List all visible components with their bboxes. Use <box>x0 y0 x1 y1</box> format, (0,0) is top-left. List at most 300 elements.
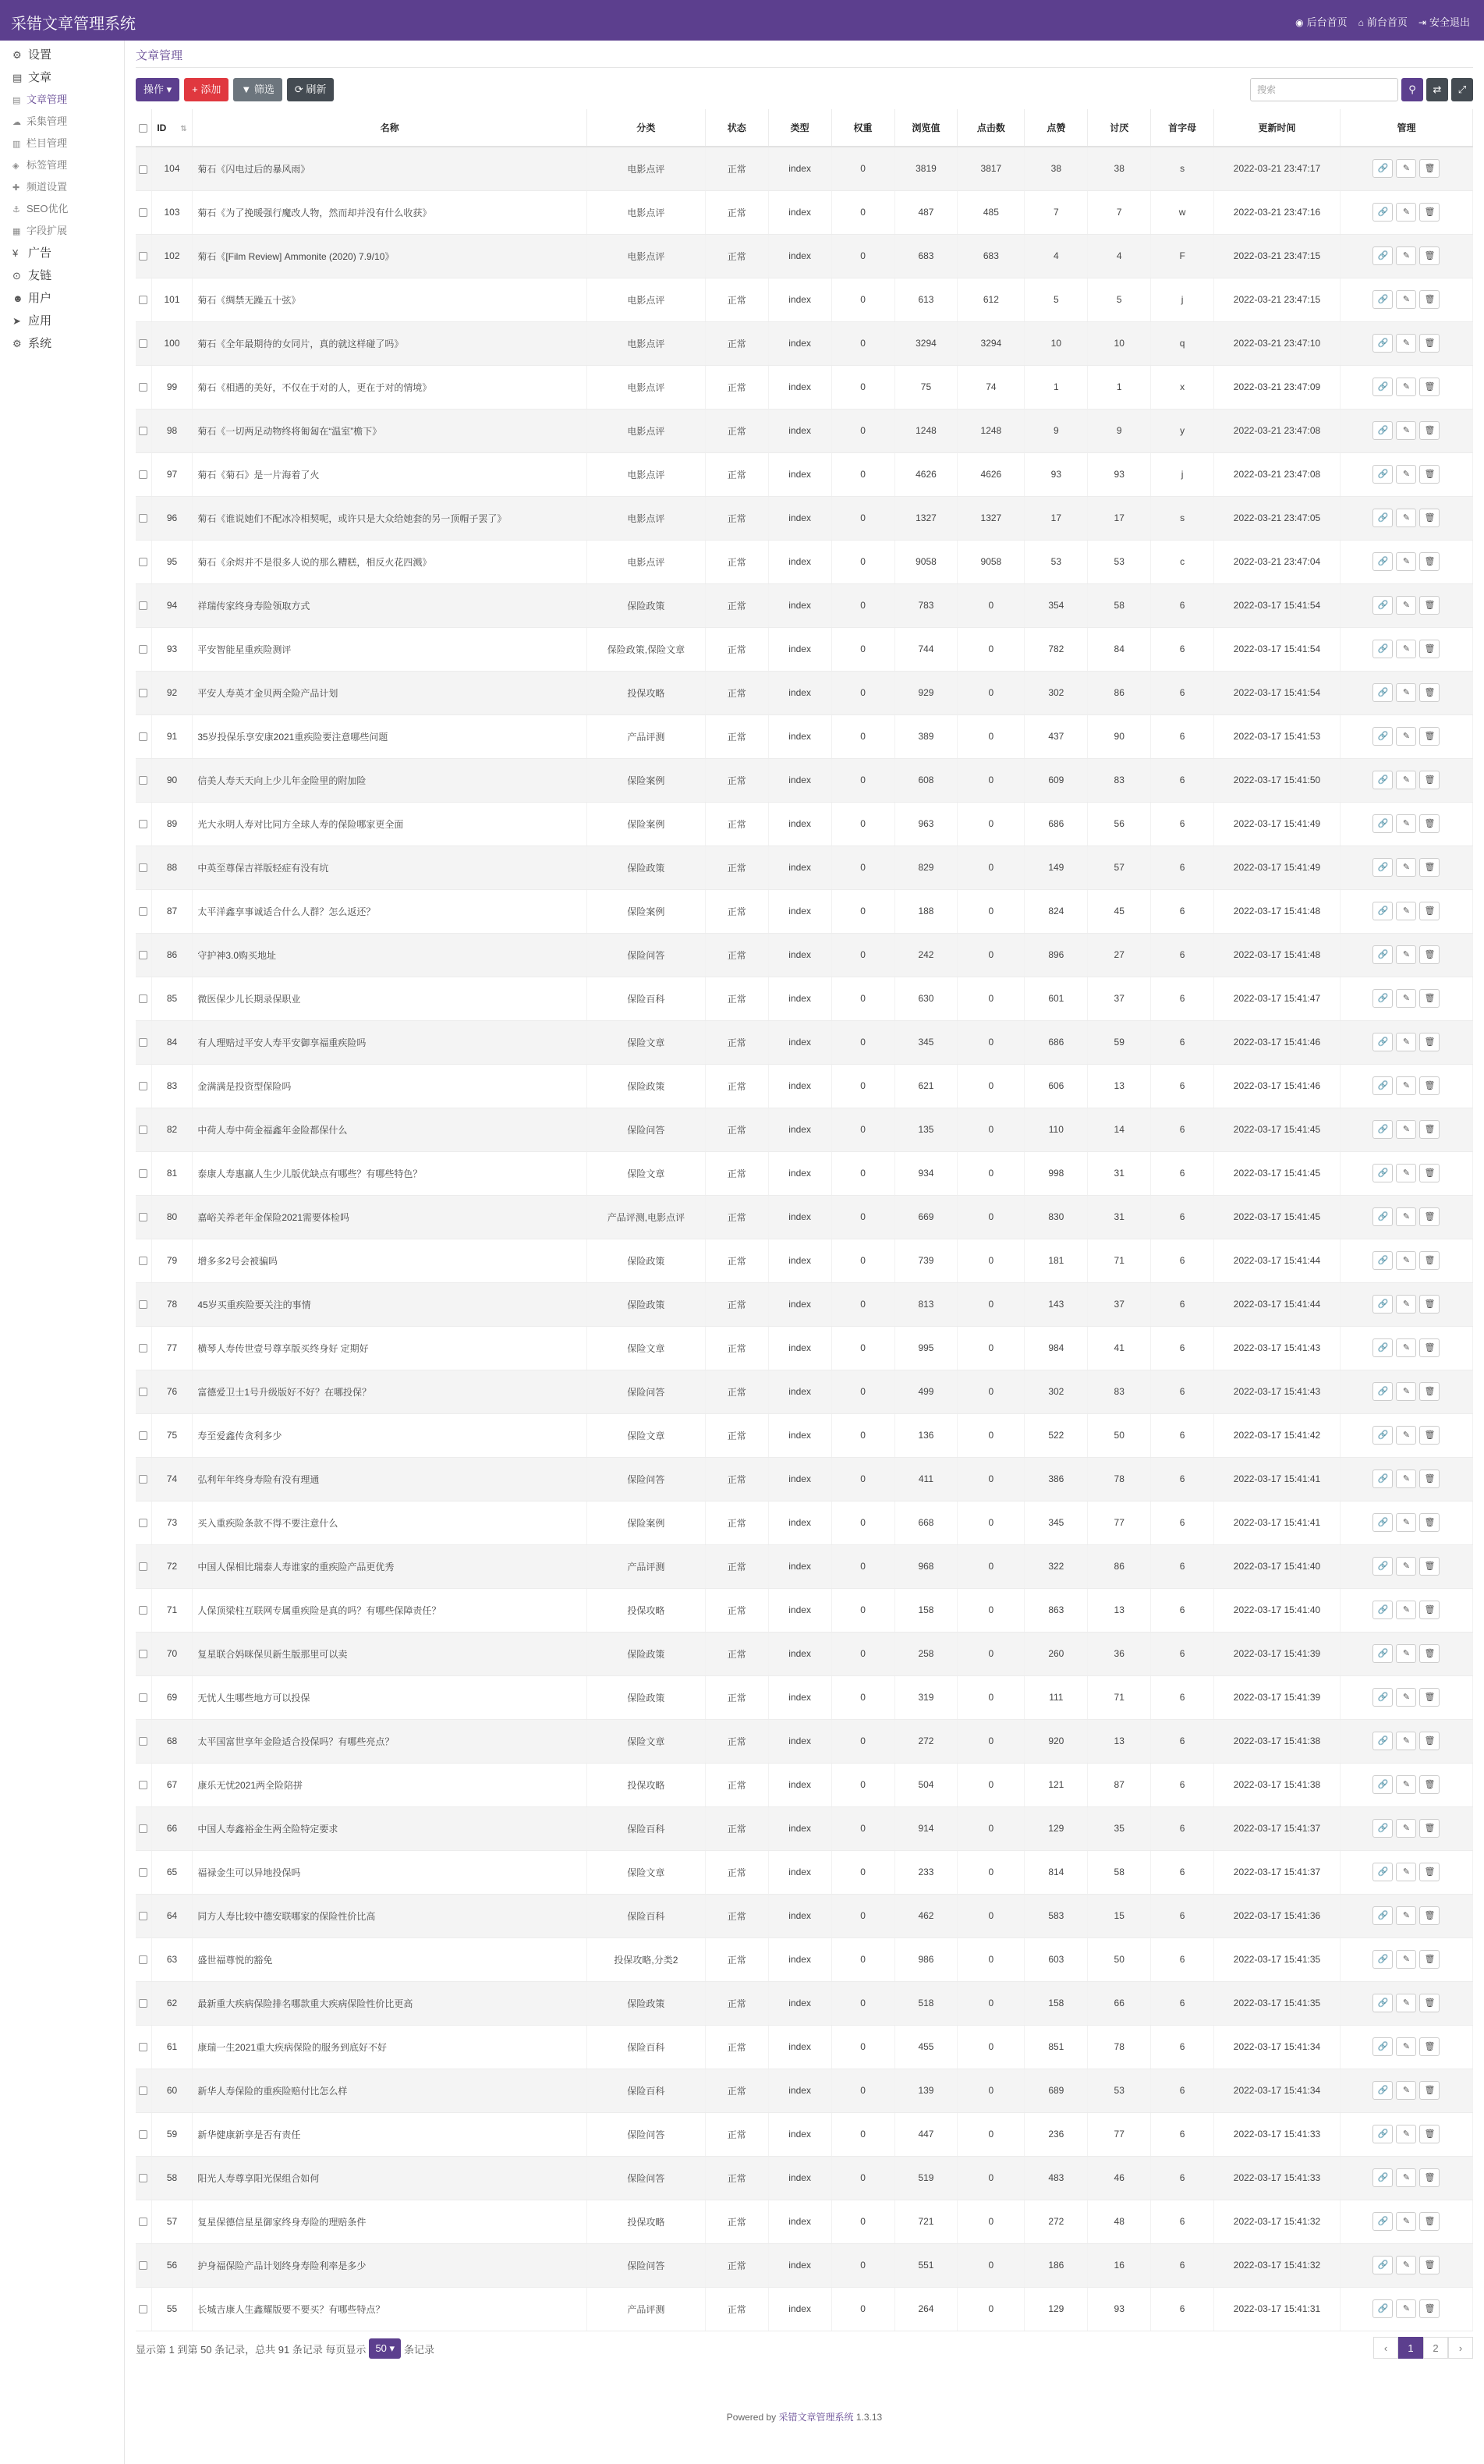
column-header-6[interactable] <box>831 109 894 147</box>
name-cell[interactable]: 寿至爱鑫传贪利多少 <box>193 1413 587 1457</box>
row-checkbox[interactable] <box>139 1781 147 1789</box>
delete-icon[interactable]: 🗑 <box>1419 1382 1440 1401</box>
edit-icon[interactable]: ✎ <box>1396 159 1416 178</box>
edit-icon[interactable]: ✎ <box>1396 1251 1416 1270</box>
column-header-4[interactable] <box>705 109 768 147</box>
delete-icon[interactable]: 🗑 <box>1419 1470 1440 1488</box>
row-checkbox-cell[interactable] <box>136 1632 151 1675</box>
edit-icon[interactable]: ✎ <box>1396 1382 1416 1401</box>
row-checkbox-cell[interactable] <box>136 1064 151 1108</box>
table-row[interactable] <box>136 2069 1473 2112</box>
row-checkbox-cell[interactable] <box>136 2243 151 2287</box>
row-checkbox-cell[interactable] <box>136 1108 151 1151</box>
delete-icon[interactable]: 🗑 <box>1419 2081 1440 2100</box>
link-icon[interactable]: 🔗 <box>1372 596 1393 615</box>
name-cell[interactable]: 盛世福尊悦的豁免 <box>193 1938 587 1981</box>
table-row[interactable] <box>136 1894 1473 1938</box>
table-row[interactable] <box>136 1938 1473 1981</box>
name-cell[interactable]: 信美人寿天天向上少儿年金险里的附加险 <box>193 758 587 802</box>
table-row[interactable] <box>136 1195 1473 1239</box>
edit-icon[interactable]: ✎ <box>1396 1207 1416 1226</box>
edit-icon[interactable]: ✎ <box>1396 509 1416 527</box>
fullscreen-icon[interactable]: ⤢ <box>1451 78 1473 101</box>
name-cell[interactable]: 康瑞一生2021重大疾病保险的服务到底好不好 <box>193 2025 587 2069</box>
row-checkbox-cell[interactable] <box>136 1501 151 1544</box>
edit-icon[interactable]: ✎ <box>1396 640 1416 658</box>
table-row[interactable] <box>136 2112 1473 2156</box>
delete-icon[interactable]: 🗑 <box>1419 1688 1440 1707</box>
name-cell[interactable]: 菊石《为了挽暖强行魔改人物，然而却并没有什么收获》 <box>193 190 587 234</box>
link-icon[interactable]: 🔗 <box>1372 945 1393 964</box>
delete-icon[interactable]: 🗑 <box>1419 858 1440 877</box>
page-item-0[interactable]: ‹ <box>1373 2337 1398 2359</box>
edit-icon[interactable]: ✎ <box>1396 1295 1416 1314</box>
powered-link[interactable]: 采错文章管理系统 <box>778 2412 854 2423</box>
breadcrumb[interactable]: 文章管理 <box>136 49 183 62</box>
delete-icon[interactable]: 🗑 <box>1419 771 1440 789</box>
delete-icon[interactable]: 🗑 <box>1419 683 1440 702</box>
row-checkbox-cell[interactable] <box>136 452 151 496</box>
table-row[interactable] <box>136 2200 1473 2243</box>
operate-dropdown-button[interactable]: 操作 ▾ <box>136 78 179 101</box>
row-checkbox-cell[interactable] <box>136 1675 151 1719</box>
link-icon[interactable]: 🔗 <box>1372 1863 1393 1881</box>
edit-icon[interactable]: ✎ <box>1396 683 1416 702</box>
table-row[interactable] <box>136 802 1473 846</box>
row-checkbox-cell[interactable] <box>136 758 151 802</box>
sidebar-item-6[interactable] <box>0 176 124 198</box>
name-cell[interactable]: 菊石《相遇的美好，不仅在于对的人，更在于对的情境》 <box>193 365 587 409</box>
table-row[interactable] <box>136 977 1473 1020</box>
edit-icon[interactable]: ✎ <box>1396 1950 1416 1969</box>
link-icon[interactable]: 🔗 <box>1372 159 1393 178</box>
table-row[interactable] <box>136 758 1473 802</box>
delete-icon[interactable]: 🗑 <box>1419 509 1440 527</box>
delete-icon[interactable]: 🗑 <box>1419 814 1440 833</box>
name-cell[interactable]: 光大永明人寿对比同方全球人寿的保险哪家更全面 <box>193 802 587 846</box>
row-checkbox[interactable] <box>139 732 147 741</box>
link-icon[interactable]: 🔗 <box>1372 1033 1393 1051</box>
sidebar-item-7[interactable] <box>0 198 124 220</box>
top-link-2[interactable] <box>1418 14 1470 29</box>
search-input[interactable]: 搜索 <box>1250 78 1398 101</box>
row-checkbox[interactable] <box>139 1999 147 2008</box>
delete-icon[interactable]: 🗑 <box>1419 596 1440 615</box>
row-checkbox-cell[interactable] <box>136 1413 151 1457</box>
table-row[interactable] <box>136 1108 1473 1151</box>
edit-icon[interactable]: ✎ <box>1396 771 1416 789</box>
delete-icon[interactable]: 🗑 <box>1419 1644 1440 1663</box>
edit-icon[interactable]: ✎ <box>1396 465 1416 484</box>
edit-icon[interactable]: ✎ <box>1396 2081 1416 2100</box>
name-cell[interactable]: 无忧人生哪些地方可以投保 <box>193 1675 587 1719</box>
row-checkbox[interactable] <box>139 2043 147 2051</box>
edit-icon[interactable]: ✎ <box>1396 1775 1416 1794</box>
edit-icon[interactable]: ✎ <box>1396 1601 1416 1619</box>
name-cell[interactable]: 增多多2号会被骗吗 <box>193 1239 587 1282</box>
link-icon[interactable]: 🔗 <box>1372 2256 1393 2274</box>
row-checkbox[interactable] <box>139 1868 147 1877</box>
table-row[interactable] <box>136 671 1473 714</box>
row-checkbox[interactable] <box>139 558 147 566</box>
delete-icon[interactable]: 🗑 <box>1419 989 1440 1008</box>
link-icon[interactable]: 🔗 <box>1372 1513 1393 1532</box>
row-checkbox-cell[interactable] <box>136 1981 151 2025</box>
row-checkbox-cell[interactable] <box>136 1282 151 1326</box>
sidebar-item-3[interactable] <box>0 111 124 133</box>
link-icon[interactable]: 🔗 <box>1372 1732 1393 1750</box>
link-icon[interactable]: 🔗 <box>1372 814 1393 833</box>
row-checkbox-cell[interactable] <box>136 846 151 889</box>
link-icon[interactable]: 🔗 <box>1372 640 1393 658</box>
edit-icon[interactable]: ✎ <box>1396 1164 1416 1182</box>
name-cell[interactable]: 弘利年年终身寿险有没有理通 <box>193 1457 587 1501</box>
name-cell[interactable]: 金满满是投资型保险吗 <box>193 1064 587 1108</box>
row-checkbox-cell[interactable] <box>136 1719 151 1763</box>
link-icon[interactable]: 🔗 <box>1372 509 1393 527</box>
delete-icon[interactable]: 🗑 <box>1419 945 1440 964</box>
name-cell[interactable]: 泰康人寿惠赢人生少儿版优缺点有哪些？有哪些特色？ <box>193 1151 587 1195</box>
link-icon[interactable]: 🔗 <box>1372 290 1393 309</box>
table-row[interactable] <box>136 2156 1473 2200</box>
column-header-9[interactable] <box>1025 109 1088 147</box>
row-checkbox[interactable] <box>139 907 147 916</box>
name-cell[interactable]: 中国人保相比瑞泰人寿谁家的重疾险产品更优秀 <box>193 1544 587 1588</box>
row-checkbox-cell[interactable] <box>136 190 151 234</box>
row-checkbox[interactable] <box>139 1431 147 1440</box>
row-checkbox[interactable] <box>139 2218 147 2226</box>
delete-icon[interactable]: 🗑 <box>1419 1819 1440 1838</box>
row-checkbox-cell[interactable] <box>136 2287 151 2331</box>
delete-icon[interactable]: 🗑 <box>1419 1076 1440 1095</box>
name-cell[interactable]: 最新重大疾病保险排名哪款重大疾病保险性价比更高 <box>193 1981 587 2025</box>
column-header-1[interactable] <box>151 109 193 147</box>
edit-icon[interactable]: ✎ <box>1396 2256 1416 2274</box>
row-checkbox-cell[interactable] <box>136 2025 151 2069</box>
row-checkbox-cell[interactable] <box>136 1326 151 1370</box>
link-icon[interactable]: 🔗 <box>1372 1076 1393 1095</box>
row-checkbox[interactable] <box>139 2130 147 2139</box>
link-icon[interactable]: 🔗 <box>1372 683 1393 702</box>
edit-icon[interactable]: ✎ <box>1396 246 1416 265</box>
page-item-1[interactable]: 1 <box>1398 2337 1423 2359</box>
link-icon[interactable]: 🔗 <box>1372 1382 1393 1401</box>
row-checkbox[interactable] <box>139 470 147 479</box>
row-checkbox-cell[interactable] <box>136 1020 151 1064</box>
edit-icon[interactable]: ✎ <box>1396 1338 1416 1357</box>
row-checkbox[interactable] <box>139 689 147 697</box>
table-row[interactable] <box>136 1806 1473 1850</box>
name-cell[interactable]: 买入重疾险条款不得不要注意什么 <box>193 1501 587 1544</box>
row-checkbox[interactable] <box>139 1213 147 1221</box>
delete-icon[interactable]: 🗑 <box>1419 1120 1440 1139</box>
table-row[interactable] <box>136 1020 1473 1064</box>
link-icon[interactable]: 🔗 <box>1372 1644 1393 1663</box>
delete-icon[interactable]: 🗑 <box>1419 1207 1440 1226</box>
name-cell[interactable]: 有人理赔过平安人寿平安御享福重疾险吗 <box>193 1020 587 1064</box>
name-cell[interactable]: 菊石《菊石》是一片海着了火 <box>193 452 587 496</box>
row-checkbox[interactable] <box>139 1126 147 1134</box>
row-checkbox[interactable] <box>139 1606 147 1615</box>
row-checkbox-cell[interactable] <box>136 2069 151 2112</box>
delete-icon[interactable]: 🗑 <box>1419 1732 1440 1750</box>
sort-icon[interactable]: ⇅ <box>180 124 187 133</box>
delete-icon[interactable]: 🗑 <box>1419 246 1440 265</box>
row-checkbox-cell[interactable] <box>136 234 151 278</box>
row-checkbox[interactable] <box>139 1912 147 1920</box>
delete-icon[interactable]: 🗑 <box>1419 1426 1440 1445</box>
link-icon[interactable]: 🔗 <box>1372 2168 1393 2187</box>
link-icon[interactable]: 🔗 <box>1372 2212 1393 2231</box>
row-checkbox[interactable] <box>139 1650 147 1658</box>
table-row[interactable] <box>136 234 1473 278</box>
name-cell[interactable]: 菊石《全年最期待的女同片，真的就这样碰了吗》 <box>193 321 587 365</box>
edit-icon[interactable]: ✎ <box>1396 1994 1416 2012</box>
edit-icon[interactable]: ✎ <box>1396 2037 1416 2056</box>
sidebar-item-8[interactable] <box>0 220 124 242</box>
row-checkbox-cell[interactable] <box>136 147 151 190</box>
edit-icon[interactable]: ✎ <box>1396 1863 1416 1881</box>
table-row[interactable] <box>136 147 1473 190</box>
name-cell[interactable]: 菊石《闪电过后的暴风雨》 <box>193 147 587 190</box>
sidebar-item-5[interactable] <box>0 154 124 176</box>
row-checkbox[interactable] <box>139 1824 147 1833</box>
table-row[interactable] <box>136 1370 1473 1413</box>
delete-icon[interactable]: 🗑 <box>1419 2037 1440 2056</box>
name-cell[interactable]: 微医保少儿长期录保职业 <box>193 977 587 1020</box>
name-cell[interactable]: 福禄金生可以异地投保吗 <box>193 1850 587 1894</box>
row-checkbox-cell[interactable] <box>136 409 151 452</box>
row-checkbox-cell[interactable] <box>136 1151 151 1195</box>
edit-icon[interactable]: ✎ <box>1396 1906 1416 1925</box>
column-header-8[interactable] <box>958 109 1025 147</box>
delete-icon[interactable]: 🗑 <box>1419 334 1440 353</box>
row-checkbox-cell[interactable] <box>136 627 151 671</box>
name-cell[interactable]: 平安智能星重疾险测评 <box>193 627 587 671</box>
name-cell[interactable]: 中国人寿鑫裕金生两全险特定要求 <box>193 1806 587 1850</box>
name-cell[interactable]: 长城吉康人生鑫耀版要不要买？有哪些特点？ <box>193 2287 587 2331</box>
table-row[interactable] <box>136 1719 1473 1763</box>
row-checkbox[interactable] <box>139 252 147 261</box>
link-icon[interactable]: 🔗 <box>1372 552 1393 571</box>
row-checkbox-cell[interactable] <box>136 977 151 1020</box>
edit-icon[interactable]: ✎ <box>1396 1819 1416 1838</box>
row-checkbox[interactable] <box>139 1955 147 1964</box>
sidebar-item-10[interactable] <box>0 264 124 287</box>
edit-icon[interactable]: ✎ <box>1396 2212 1416 2231</box>
link-icon[interactable]: 🔗 <box>1372 1557 1393 1576</box>
delete-icon[interactable]: 🗑 <box>1419 378 1440 396</box>
row-checkbox-cell[interactable] <box>136 671 151 714</box>
app-brand[interactable]: 采错文章管理系统 <box>11 16 136 33</box>
table-row[interactable] <box>136 1151 1473 1195</box>
table-row[interactable] <box>136 583 1473 627</box>
row-checkbox[interactable] <box>139 820 147 828</box>
name-cell[interactable]: 护身福保险产品计划终身寿险利率是多少 <box>193 2243 587 2287</box>
row-checkbox-cell[interactable] <box>136 1544 151 1588</box>
row-checkbox-cell[interactable] <box>136 1588 151 1632</box>
row-checkbox-cell[interactable] <box>136 496 151 540</box>
delete-icon[interactable]: 🗑 <box>1419 1863 1440 1881</box>
link-icon[interactable]: 🔗 <box>1372 727 1393 746</box>
table-row[interactable] <box>136 933 1473 977</box>
edit-icon[interactable]: ✎ <box>1396 421 1416 440</box>
row-checkbox[interactable] <box>139 514 147 523</box>
row-checkbox-cell[interactable] <box>136 2200 151 2243</box>
table-row[interactable] <box>136 365 1473 409</box>
edit-icon[interactable]: ✎ <box>1396 989 1416 1008</box>
edit-icon[interactable]: ✎ <box>1396 203 1416 222</box>
link-icon[interactable]: 🔗 <box>1372 1470 1393 1488</box>
name-cell[interactable]: 嘉峪关养老年金保险2021需要体检吗 <box>193 1195 587 1239</box>
table-row[interactable] <box>136 278 1473 321</box>
table-row[interactable] <box>136 1588 1473 1632</box>
top-link-0[interactable] <box>1295 14 1348 29</box>
delete-icon[interactable]: 🗑 <box>1419 1513 1440 1532</box>
link-icon[interactable]: 🔗 <box>1372 1338 1393 1357</box>
column-header-13[interactable] <box>1340 109 1472 147</box>
delete-icon[interactable]: 🗑 <box>1419 2299 1440 2318</box>
sidebar-item-13[interactable] <box>0 332 124 355</box>
sidebar-item-11[interactable] <box>0 287 124 310</box>
name-cell[interactable]: 菊石《[Film Review] Ammonite (2020) 7.9/10》 <box>193 234 587 278</box>
delete-icon[interactable]: 🗑 <box>1419 1775 1440 1794</box>
name-cell[interactable]: 菊石《余烬并不是很多人说的那么糟糕，相反火花四溅》 <box>193 540 587 583</box>
page-size-select[interactable]: 50 ▾ <box>369 2338 401 2359</box>
name-cell[interactable]: 太平洋鑫享事诚适合什么人群？怎么返还？ <box>193 889 587 933</box>
table-row[interactable] <box>136 321 1473 365</box>
link-icon[interactable]: 🔗 <box>1372 1426 1393 1445</box>
link-icon[interactable]: 🔗 <box>1372 1295 1393 1314</box>
row-checkbox-cell[interactable] <box>136 1195 151 1239</box>
link-icon[interactable]: 🔗 <box>1372 246 1393 265</box>
table-row[interactable] <box>136 540 1473 583</box>
row-checkbox[interactable] <box>139 1169 147 1178</box>
edit-icon[interactable]: ✎ <box>1396 552 1416 571</box>
add-button[interactable]: + 添加 <box>184 78 228 101</box>
delete-icon[interactable]: 🗑 <box>1419 159 1440 178</box>
row-checkbox-cell[interactable] <box>136 1894 151 1938</box>
column-header-10[interactable] <box>1088 109 1151 147</box>
link-icon[interactable]: 🔗 <box>1372 1164 1393 1182</box>
delete-icon[interactable]: 🗑 <box>1419 552 1440 571</box>
table-row[interactable] <box>136 627 1473 671</box>
name-cell[interactable]: 复星保德信星星御家终身寿险的理赔条件 <box>193 2200 587 2243</box>
edit-icon[interactable]: ✎ <box>1396 945 1416 964</box>
name-cell[interactable]: 菊石《绸禁无躁五十弦》 <box>193 278 587 321</box>
table-row[interactable] <box>136 846 1473 889</box>
edit-icon[interactable]: ✎ <box>1396 858 1416 877</box>
row-checkbox[interactable] <box>139 2086 147 2095</box>
link-icon[interactable]: 🔗 <box>1372 1601 1393 1619</box>
edit-icon[interactable]: ✎ <box>1396 1513 1416 1532</box>
delete-icon[interactable]: 🗑 <box>1419 2256 1440 2274</box>
edit-icon[interactable]: ✎ <box>1396 596 1416 615</box>
edit-icon[interactable]: ✎ <box>1396 378 1416 396</box>
name-cell[interactable]: 祥瑞传家终身寿险领取方式 <box>193 583 587 627</box>
row-checkbox-cell[interactable] <box>136 1806 151 1850</box>
table-row[interactable] <box>136 1239 1473 1282</box>
name-cell[interactable]: 康乐无忧2021两全险陪拼 <box>193 1763 587 1806</box>
edit-icon[interactable]: ✎ <box>1396 902 1416 920</box>
table-row[interactable] <box>136 1457 1473 1501</box>
link-icon[interactable]: 🔗 <box>1372 378 1393 396</box>
row-checkbox-cell[interactable] <box>136 1763 151 1806</box>
row-checkbox[interactable] <box>139 1693 147 1702</box>
sidebar-item-1[interactable] <box>0 66 124 89</box>
link-icon[interactable]: 🔗 <box>1372 2299 1393 2318</box>
name-cell[interactable]: 阳光人寿尊享阳光保组合如何 <box>193 2156 587 2200</box>
row-checkbox[interactable] <box>139 2174 147 2182</box>
name-cell[interactable]: 35岁投保乐享安康2021重疾险要注意哪些问题 <box>193 714 587 758</box>
name-cell[interactable]: 中荷人寿中荷金福鑫年金险都保什么 <box>193 1108 587 1151</box>
edit-icon[interactable]: ✎ <box>1396 1033 1416 1051</box>
row-checkbox[interactable] <box>139 1388 147 1396</box>
row-checkbox-cell[interactable] <box>136 933 151 977</box>
row-checkbox[interactable] <box>139 863 147 872</box>
link-icon[interactable]: 🔗 <box>1372 1688 1393 1707</box>
row-checkbox[interactable] <box>139 2261 147 2270</box>
table-row[interactable] <box>136 2287 1473 2331</box>
column-header-12[interactable] <box>1214 109 1341 147</box>
edit-icon[interactable]: ✎ <box>1396 1732 1416 1750</box>
toggle-view-icon[interactable]: ⇄ <box>1426 78 1448 101</box>
row-checkbox-cell[interactable] <box>136 2112 151 2156</box>
edit-icon[interactable]: ✎ <box>1396 334 1416 353</box>
edit-icon[interactable]: ✎ <box>1396 1470 1416 1488</box>
row-checkbox[interactable] <box>139 776 147 785</box>
row-checkbox[interactable] <box>139 1300 147 1309</box>
edit-icon[interactable]: ✎ <box>1396 2125 1416 2143</box>
table-row[interactable] <box>136 190 1473 234</box>
link-icon[interactable]: 🔗 <box>1372 334 1393 353</box>
link-icon[interactable]: 🔗 <box>1372 902 1393 920</box>
row-checkbox[interactable] <box>139 601 147 610</box>
edit-icon[interactable]: ✎ <box>1396 1644 1416 1663</box>
row-checkbox[interactable] <box>139 208 147 217</box>
row-checkbox[interactable] <box>139 645 147 654</box>
row-checkbox[interactable] <box>139 951 147 959</box>
filter-button[interactable]: ▼ 筛选 <box>233 78 282 101</box>
name-cell[interactable]: 菊石《谁说她们不配冰冷相契呢，或许只是大众给她套的另一顶帽子罢了》 <box>193 496 587 540</box>
name-cell[interactable]: 复星联合妈咪保贝新生版那里可以卖 <box>193 1632 587 1675</box>
table-row[interactable] <box>136 889 1473 933</box>
edit-icon[interactable]: ✎ <box>1396 727 1416 746</box>
edit-icon[interactable]: ✎ <box>1396 1076 1416 1095</box>
delete-icon[interactable]: 🗑 <box>1419 1950 1440 1969</box>
row-checkbox-cell[interactable] <box>136 2156 151 2200</box>
top-link-1[interactable] <box>1358 14 1408 29</box>
column-header-0[interactable] <box>136 109 151 147</box>
row-checkbox[interactable] <box>139 339 147 348</box>
column-header-7[interactable] <box>894 109 958 147</box>
table-row[interactable] <box>136 1282 1473 1326</box>
row-checkbox-cell[interactable] <box>136 1938 151 1981</box>
delete-icon[interactable]: 🗑 <box>1419 640 1440 658</box>
delete-icon[interactable]: 🗑 <box>1419 2125 1440 2143</box>
row-checkbox-cell[interactable] <box>136 714 151 758</box>
delete-icon[interactable]: 🗑 <box>1419 2212 1440 2231</box>
delete-icon[interactable]: 🗑 <box>1419 902 1440 920</box>
delete-icon[interactable]: 🗑 <box>1419 1338 1440 1357</box>
delete-icon[interactable]: 🗑 <box>1419 1251 1440 1270</box>
table-row[interactable] <box>136 2025 1473 2069</box>
link-icon[interactable]: 🔗 <box>1372 858 1393 877</box>
table-row[interactable] <box>136 452 1473 496</box>
table-row[interactable] <box>136 1675 1473 1719</box>
name-cell[interactable]: 新华人寿保险的重疾险赔付比怎么样 <box>193 2069 587 2112</box>
row-checkbox[interactable] <box>139 1082 147 1090</box>
